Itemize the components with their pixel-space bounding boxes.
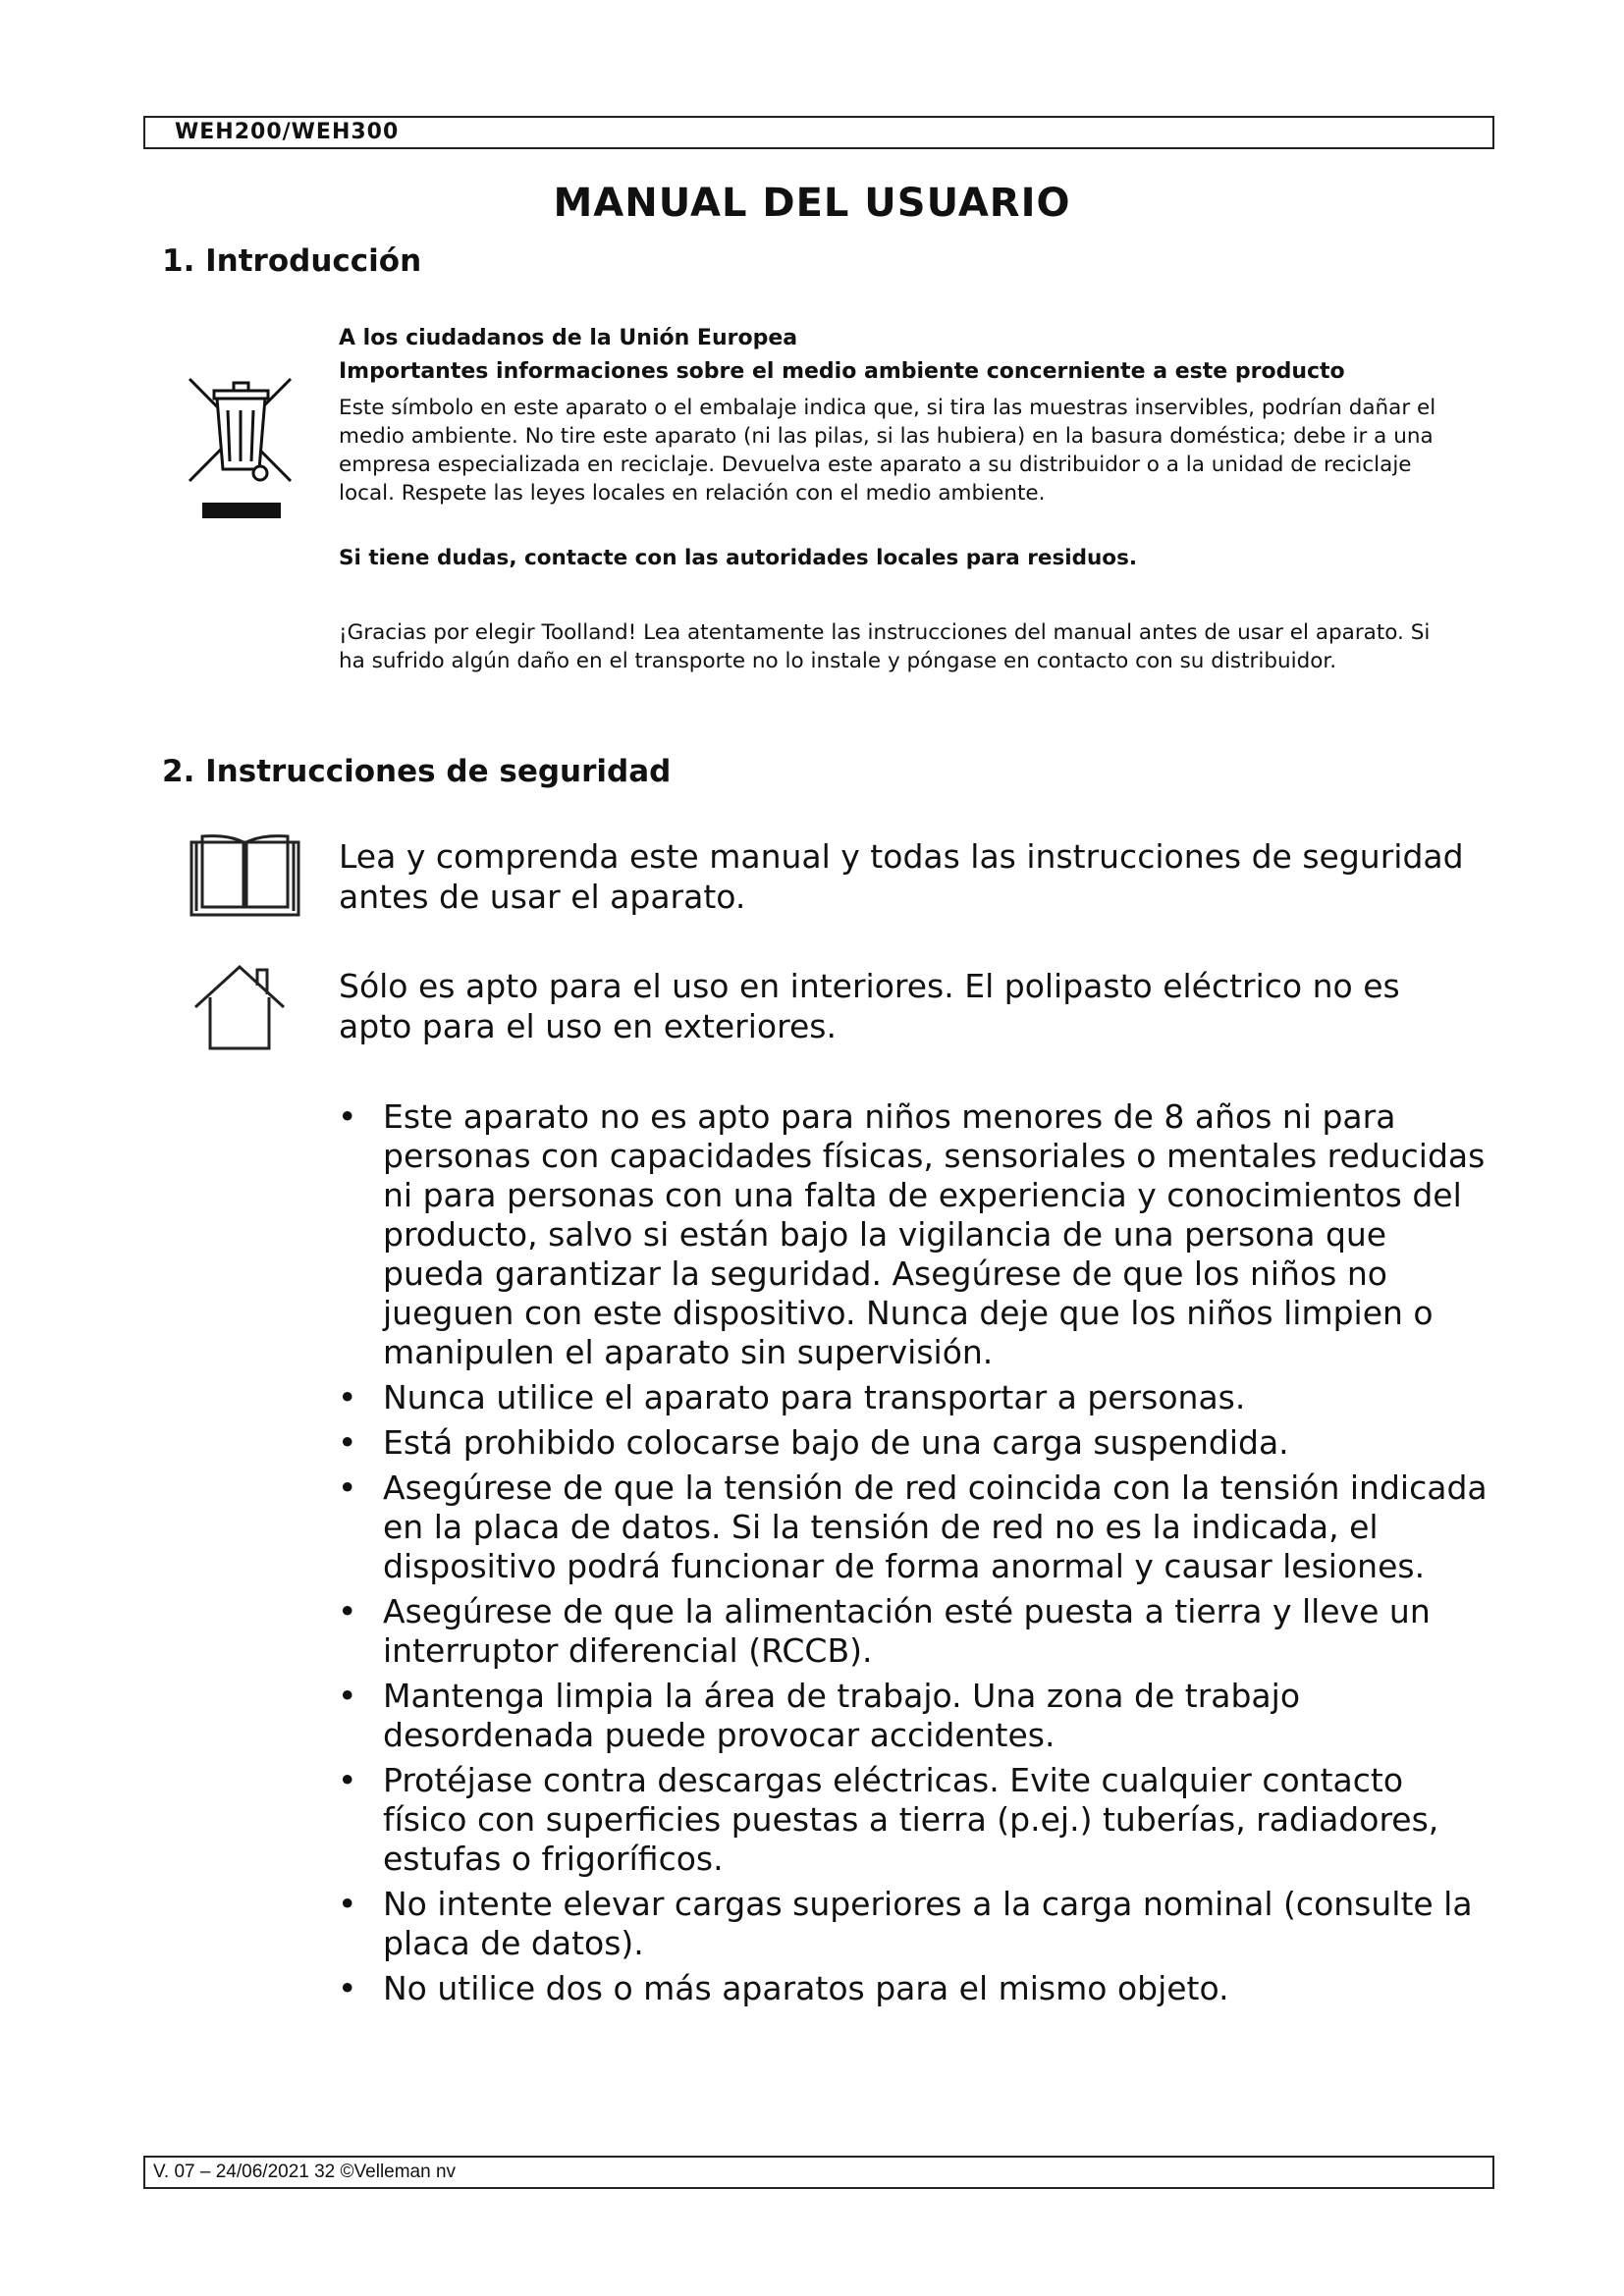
footer-text: V. 07 – 24/06/2021 32 ©Velleman nv (153, 2162, 457, 2182)
eu-citizens-heading: A los ciudadanos de la Unión Europea (339, 326, 798, 350)
page-header (143, 116, 1494, 149)
list-item (334, 1761, 1492, 1879)
section-heading-intro: 1. Introducción (162, 243, 422, 279)
bullet-icon: • (338, 1969, 357, 2007)
environment-heading: Importantes informaciones sobre el medio ambiente concerniente a este producto (339, 359, 1345, 384)
list-item (334, 1468, 1492, 1586)
list-item (334, 1378, 1492, 1417)
bullet-icon: • (338, 1885, 357, 1923)
page-title: MANUAL DEL USUARIO (553, 181, 1071, 226)
list-item (334, 1592, 1492, 1671)
bullet-icon: • (338, 1423, 357, 1462)
list-item (334, 1097, 1492, 1372)
list-item-text: Nunca utilice el aparato para transportar a personas. (383, 1378, 1246, 1416)
page-footer (143, 2156, 1494, 2189)
bullet-icon: • (338, 1468, 357, 1507)
list-item-text: No utilice dos o más aparatos para el mismo objeto. (383, 1969, 1229, 2007)
read-manual-icon (189, 832, 301, 919)
doubts-text: Si tiene dudas, contacte con las autoridades locales para residuos. (339, 546, 1138, 570)
section-heading-safety: 2. Instrucciones de seguridad (162, 754, 672, 789)
environment-text: Este símbolo en este aparato o el embalaje indica que, si tira las muestras inservibles, podrían dañar el medio ambiente. No tire este aparato (ni las pilas, si las hubiera) en la basura doméstica; debe ir a una empresa especializada en reciclaje. Devuelva este aparato a su distribuidor o a la unidad de reciclaje local. Respete las leyes locales en relación con el medio ambiente. (339, 396, 1436, 506)
list-item (334, 1885, 1492, 1963)
weee-bin-icon (185, 371, 298, 528)
indoor-house-icon (192, 964, 287, 1052)
list-item-text: Asegúrese de que la tensión de red coincida con la tensión indicada en la placa de datos. Si la tensión de red no es la indicada, el dispositivo podrá funcionar de forma anormal y causar lesiones. (383, 1468, 1488, 1585)
read-manual-text: Lea y comprenda este manual y todas las instrucciones de seguridad antes de usar el aparato. (339, 837, 1464, 916)
list-item-text: Está prohibido colocarse bajo de una carga suspendida. (383, 1423, 1289, 1462)
list-item (334, 1677, 1492, 1755)
list-item (334, 1423, 1492, 1463)
safety-bullet-list (334, 1097, 1492, 2014)
model-label: WEH200/WEH300 (175, 120, 400, 144)
list-item-text: Mantenga limpia la área de trabajo. Una zona de trabajo desordenada puede provocar accidentes. (383, 1677, 1301, 1754)
list-item (334, 1969, 1492, 2008)
bullet-icon: • (338, 1761, 357, 1799)
list-item-text: Asegúrese de que la alimentación esté puesta a tierra y lleve un interruptor diferencial (RCCB). (383, 1592, 1431, 1670)
list-item-text: Protéjase contra descargas eléctricas. Evite cualquier contacto físico con superficies puestas a tierra (p.ej.) tuberías, radiadores, estufas o frigoríficos. (383, 1761, 1439, 1878)
thanks-text: ¡Gracias por elegir Toolland! Lea atentamente las instrucciones del manual antes de usar el aparato. Si ha sufrido algún daño en el transporte no lo instale y póngase en contacto con su distribuidor. (339, 620, 1431, 673)
bullet-icon: • (338, 1592, 357, 1630)
bullet-icon: • (338, 1677, 357, 1715)
bullet-icon: • (338, 1378, 357, 1416)
list-item-text: Este aparato no es apto para niños menores de 8 años ni para personas con capacidades físicas, sensoriales o mentales reducidas ni para personas con una falta de experiencia y conocimientos del producto, salvo si están bajo la vigilancia de una persona que pueda garantizar la seguridad. Asegúrese de que los niños no jueguen con este dispositivo. Nunca deje que los niños limpien o manipulen el aparato sin supervisión. (383, 1097, 1486, 1371)
indoor-only-text: Sólo es apto para el uso en interiores. El polipasto eléctrico no es apto para el uso en exteriores. (339, 967, 1400, 1045)
list-item-text: No intente elevar cargas superiores a la carga nominal (consulte la placa de datos). (383, 1885, 1473, 1962)
bullet-icon: • (338, 1097, 357, 1136)
